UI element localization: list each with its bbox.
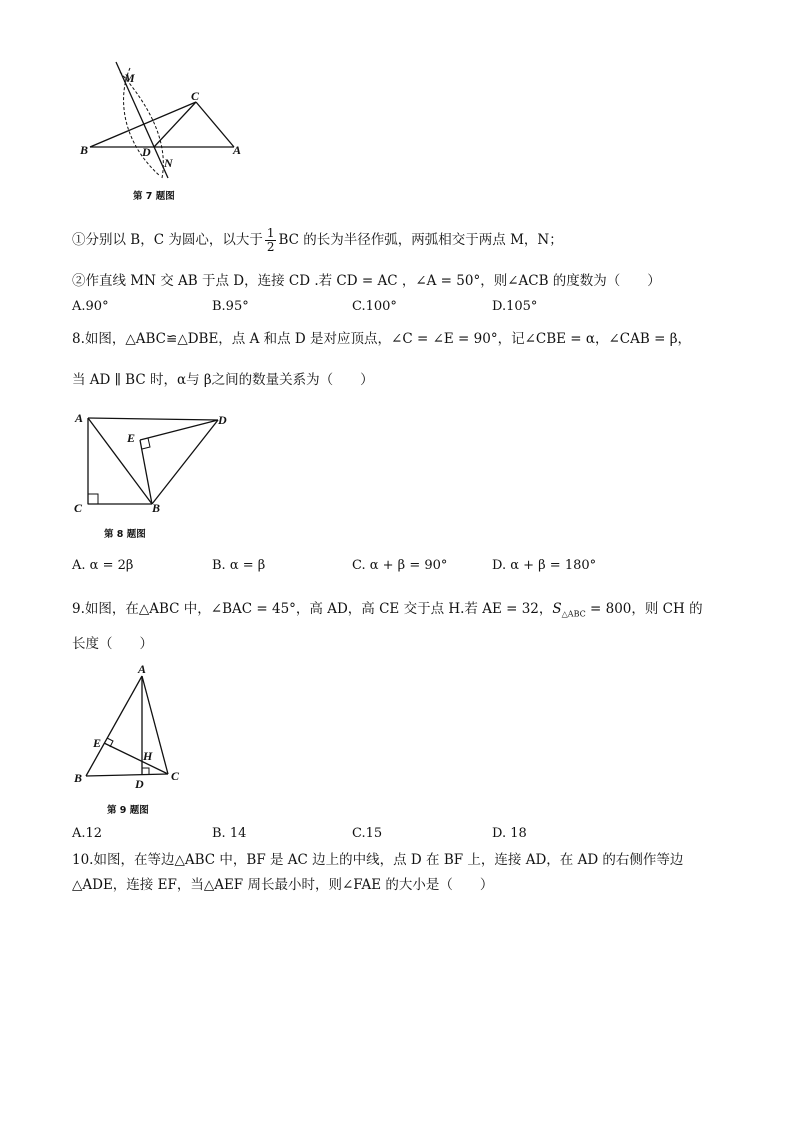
label-d: D	[135, 777, 144, 791]
q7-option-a: A.90°	[72, 299, 109, 314]
q9-stem-post: = 800，则 CH 的	[585, 601, 703, 617]
q7-step2: ②作直线 MN 交 AB 于点 D，连接 CD .若 CD = AC ，∠A = 50°，则∠ACB 的度数为（ ）	[72, 273, 661, 289]
segment-ed	[140, 420, 218, 440]
label-d: D	[142, 145, 151, 159]
q8-stem-line2: 当 AD ∥ BC 时，α与 β之间的数量关系为（ ）	[72, 372, 374, 388]
label-n: N	[164, 156, 173, 170]
q8-option-d: D. α + β = 180°	[492, 558, 597, 573]
q7-option-c: C.100°	[352, 299, 397, 314]
q8-option-c: C. α + β = 90°	[352, 558, 448, 573]
label-b: B	[80, 143, 89, 157]
segment-ab	[86, 676, 142, 776]
area-subscript: △ABC	[561, 609, 586, 619]
label-m: M	[124, 71, 135, 85]
fraction-one-half	[265, 227, 277, 254]
figure-caption-q8: 第 8 题图	[104, 529, 146, 540]
q9-option-c: C.15	[352, 826, 383, 841]
q7-step1	[72, 227, 563, 254]
right-angle-c	[88, 494, 98, 504]
q9-option-d: D. 18	[492, 826, 527, 841]
q9-stem-pre: 9.如图，在△ABC 中，∠BAC = 45°，高 AD，高 CE 交于点 H.若 AE = 32，	[72, 601, 553, 617]
label-e: E	[93, 736, 102, 750]
label-a: A	[138, 662, 147, 676]
q8-option-a: A. α = 2β	[72, 558, 134, 573]
figure-q7	[80, 60, 260, 190]
label-d: D	[218, 413, 227, 427]
q9-option-b: B. 14	[212, 826, 247, 841]
segment-bc	[86, 774, 168, 776]
altitude-ce	[104, 743, 168, 774]
segment-eb	[140, 440, 152, 504]
area-symbol: S	[552, 601, 562, 617]
label-a: A	[233, 143, 242, 157]
label-c: C	[171, 769, 180, 783]
q9-stem-line2: 长度（ ）	[72, 636, 153, 652]
fraction-numerator: 1	[266, 226, 275, 240]
label-h: H	[143, 749, 153, 763]
q7-step1-post: BC 的长为半径作弧，两弧相交于两点 M，N；	[278, 232, 563, 248]
label-a: A	[75, 411, 84, 425]
q9-option-a: A.12	[72, 826, 103, 841]
segment-db	[152, 420, 218, 504]
figure-caption-q7: 第 7 题图	[133, 191, 175, 202]
q7-option-d: D.105°	[492, 299, 538, 314]
label-b: B	[74, 771, 83, 785]
fraction-denominator: 2	[266, 240, 275, 254]
q7-option-b: B.95°	[212, 299, 249, 314]
q8-option-b: B. α = β	[212, 558, 266, 573]
segment-ca	[196, 102, 234, 147]
label-c: C	[74, 501, 83, 515]
figure-caption-q9: 第 9 题图	[107, 805, 149, 816]
label-c: C	[191, 89, 200, 103]
figure-q8	[70, 408, 240, 520]
label-e: E	[127, 431, 136, 445]
figure-q9	[72, 662, 192, 792]
q7-step1-pre: ①分别以 B，C 为圆心，以大于	[72, 232, 263, 248]
q10-stem-line2: △ADE，连接 EF，当△AEF 周长最小时，则∠FAE 的大小是（ ）	[72, 877, 494, 893]
segment-bc	[90, 102, 196, 147]
q10-stem-line1: 10.如图，在等边△ABC 中，BF 是 AC 边上的中线，点 D 在 BF 上，连接 AD，在 AD 的右侧作等边	[72, 852, 684, 868]
q9-stem-line1	[72, 600, 703, 624]
segment-ab	[88, 418, 152, 504]
segment-cd	[154, 102, 196, 147]
segment-ad	[88, 418, 218, 420]
q8-stem-line1: 8.如图，△ABC≌△DBE，点 A 和点 D 是对应顶点，∠C = ∠E = 90°，记∠CBE = α，∠CAB = β，	[72, 331, 692, 347]
label-b: B	[152, 501, 161, 515]
